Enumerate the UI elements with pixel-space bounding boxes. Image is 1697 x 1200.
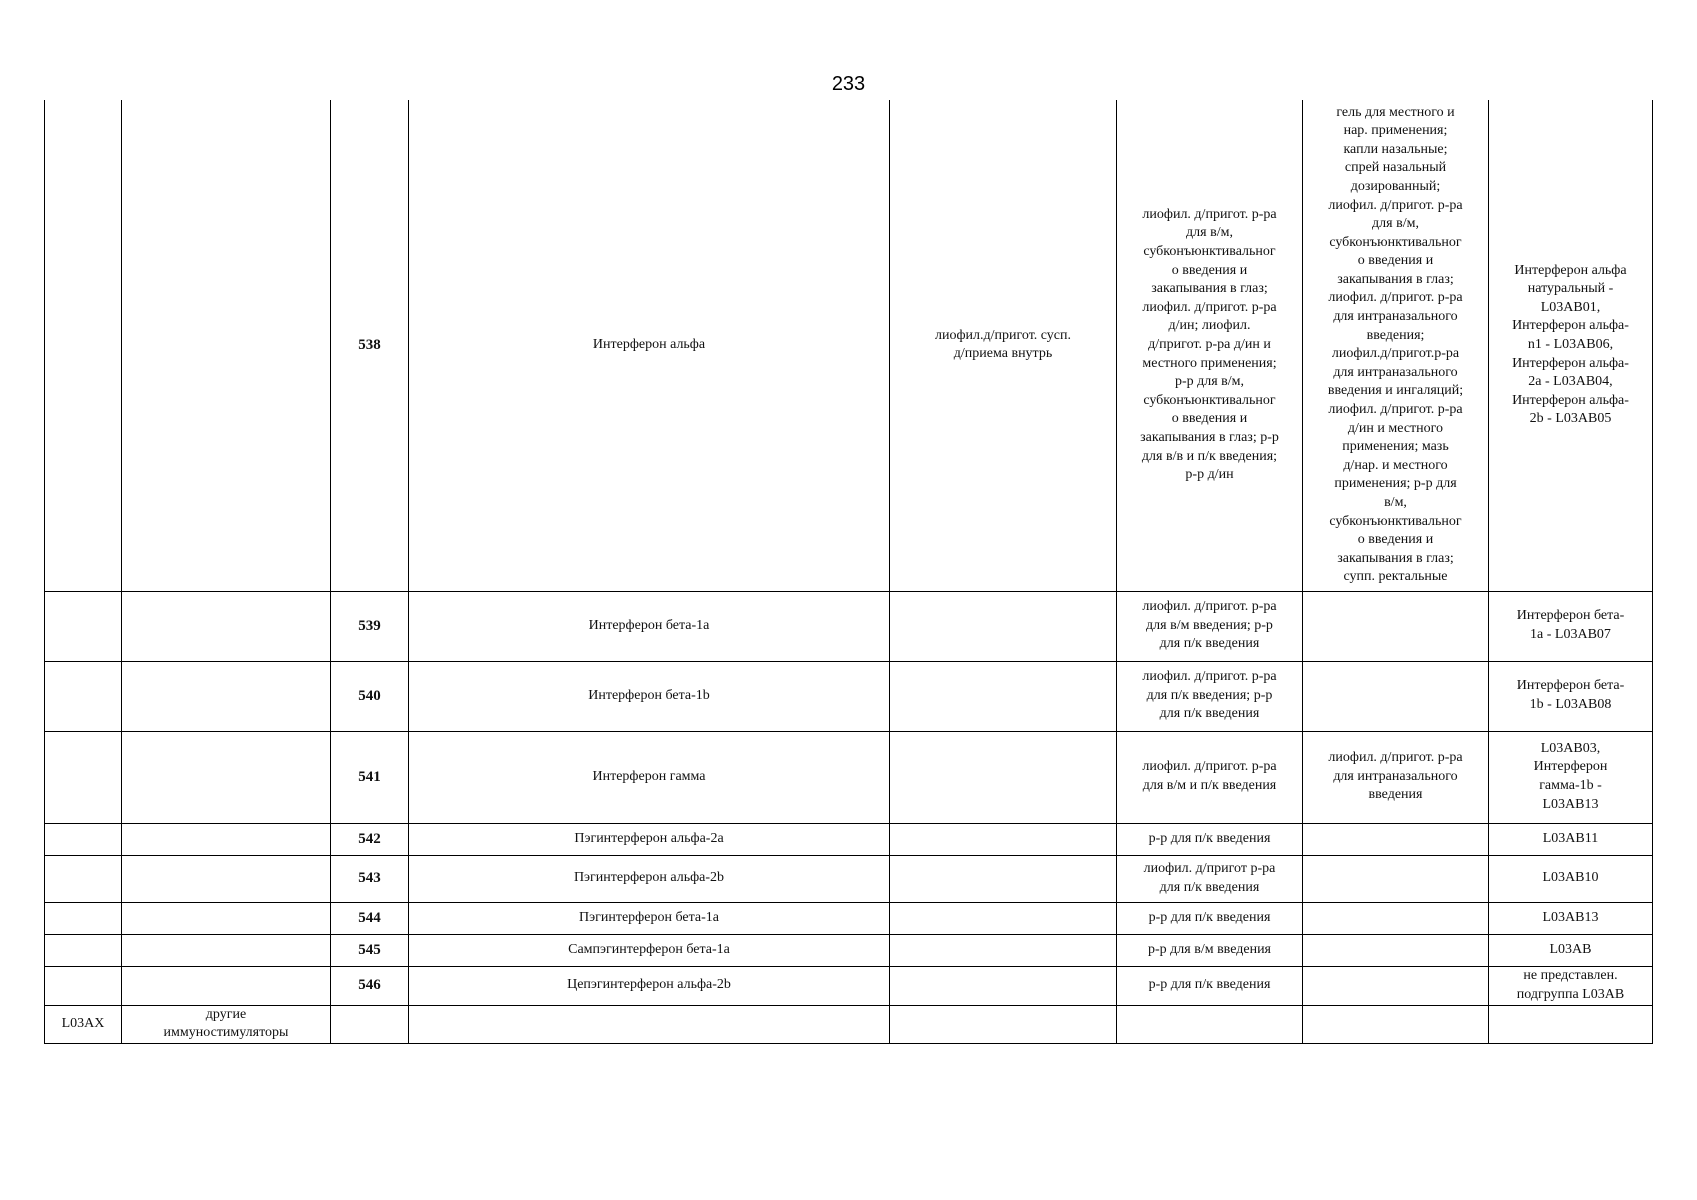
atc-code-cell [45, 966, 122, 1005]
atc-code-cell [45, 934, 122, 966]
group-cell [122, 100, 331, 591]
form-cell: гель для местного и нар. применения; капли назальные; спрей назальный дозированный; лиофил. д/пригот. р-ра для в/м, субконъюнктивальног о введения и закапывания в глаз; лиофил. д/пригот. р-ра для интраназального введения; лиофил.д/пригот.р-ра для интраназального введения и ингаляций; лиофил. д/пригот. р-ра д/ин и местного применения; мазь д/нар. и местного применения; р-р для в/м, субконъюнктивальног о введения и закапывания в глаз; супп. ректальные [1303, 100, 1489, 591]
atc-code-cell [45, 100, 122, 591]
form-cell [890, 855, 1117, 902]
drug-name-cell: Интерферон бета-1b [409, 661, 890, 731]
number-cell: 542 [331, 823, 409, 855]
atc-code-cell [45, 591, 122, 661]
form-cell [890, 823, 1117, 855]
table-row [45, 902, 1653, 934]
drug-name-cell: Пэгинтерферон альфа-2b [409, 855, 890, 902]
drug-name-cell: Сампэгинтерферон бета-1a [409, 934, 890, 966]
form-cell [890, 966, 1117, 1005]
group-cell [122, 731, 331, 823]
atc-code-cell [45, 731, 122, 823]
form-cell: лиофил.д/пригот. сусп. д/приема внутрь [890, 100, 1117, 591]
atc-code-cell: L03AX [45, 1005, 122, 1043]
number-cell: 539 [331, 591, 409, 661]
form-cell: лиофил. д/пригот. р-ра для в/м введения; р-р для п/к введения [1117, 591, 1303, 661]
form-cell [1303, 902, 1489, 934]
form-cell: р-р для п/к введения [1117, 966, 1303, 1005]
form-cell: лиофил. д/пригот. р-ра для в/м и п/к введения [1117, 731, 1303, 823]
atc-note-cell: L03AB13 [1489, 902, 1653, 934]
group-cell [122, 966, 331, 1005]
form-cell [1303, 966, 1489, 1005]
atc-code-cell [45, 902, 122, 934]
form-cell [1117, 1005, 1303, 1043]
atc-note-cell: Интерферон альфа натуральный - L03AB01, Интерферон альфа- n1 - L03AB06, Интерферон альфа- 2a - L03AB04, Интерферон альфа- 2b - L03AB05 [1489, 100, 1653, 591]
form-cell [1303, 823, 1489, 855]
group-cell [122, 934, 331, 966]
drug-name-cell: Интерферон бета-1a [409, 591, 890, 661]
atc-code-cell [45, 823, 122, 855]
number-cell: 545 [331, 934, 409, 966]
group-cell [122, 902, 331, 934]
atc-note-cell: L03AB10 [1489, 855, 1653, 902]
table-row [45, 823, 1653, 855]
form-cell [1303, 661, 1489, 731]
form-cell [890, 591, 1117, 661]
atc-note-cell [1489, 1005, 1653, 1043]
table-row [45, 966, 1653, 1005]
drug-name-cell: Интерферон альфа [409, 100, 890, 591]
form-cell: лиофил. д/пригот. р-ра для в/м, субконъюнктивальног о введения и закапывания в глаз; лиофил. д/пригот. р-ра д/ин; лиофил. д/пригот. р-ра д/ин и местного применения; р-р для в/м, субконъюнктивальног о введения и закапывания в глаз; р-р для в/в и п/к введения; р-р д/ин [1117, 100, 1303, 591]
form-cell: лиофил. д/пригот. р-ра для интраназального введения [1303, 731, 1489, 823]
table-row [45, 591, 1653, 661]
table-row [45, 855, 1653, 902]
page-number: 233 [831, 73, 866, 95]
atc-note-cell: Интерферон бета- 1b - L03AB08 [1489, 661, 1653, 731]
drug-table [44, 100, 1653, 1044]
number-cell [331, 1005, 409, 1043]
form-cell: р-р для в/м введения [1117, 934, 1303, 966]
table-row [45, 100, 1653, 591]
atc-note-cell: L03AB11 [1489, 823, 1653, 855]
form-cell: р-р для п/к введения [1117, 902, 1303, 934]
table-row [45, 661, 1653, 731]
drug-name-cell: Пэгинтерферон альфа-2a [409, 823, 890, 855]
form-cell [1303, 591, 1489, 661]
number-cell: 546 [331, 966, 409, 1005]
atc-code-cell [45, 661, 122, 731]
atc-code-cell [45, 855, 122, 902]
form-cell [1303, 934, 1489, 966]
number-cell: 538 [331, 100, 409, 591]
drug-name-cell: Цепэгинтерферон альфа-2b [409, 966, 890, 1005]
group-cell: другие иммуностимуляторы [122, 1005, 331, 1043]
group-cell [122, 591, 331, 661]
form-cell [1303, 1005, 1489, 1043]
atc-note-cell: L03AB [1489, 934, 1653, 966]
table-row [45, 1005, 1653, 1043]
form-cell [1303, 855, 1489, 902]
table-row [45, 934, 1653, 966]
atc-note-cell: L03AB03, Интерферон гамма-1b - L03AB13 [1489, 731, 1653, 823]
drug-name-cell [409, 1005, 890, 1043]
number-cell: 543 [331, 855, 409, 902]
form-cell: лиофил. д/пригот. р-ра для п/к введения; р-р для п/к введения [1117, 661, 1303, 731]
number-cell: 544 [331, 902, 409, 934]
drug-name-cell: Пэгинтерферон бета-1a [409, 902, 890, 934]
group-cell [122, 855, 331, 902]
drug-name-cell: Интерферон гамма [409, 731, 890, 823]
number-cell: 541 [331, 731, 409, 823]
form-cell [890, 1005, 1117, 1043]
group-cell [122, 661, 331, 731]
table-row [45, 731, 1653, 823]
atc-note-cell: не представлен. подгруппа L03AB [1489, 966, 1653, 1005]
atc-note-cell: Интерферон бета- 1a - L03AB07 [1489, 591, 1653, 661]
form-cell [890, 661, 1117, 731]
number-cell: 540 [331, 661, 409, 731]
group-cell [122, 823, 331, 855]
form-cell: р-р для п/к введения [1117, 823, 1303, 855]
form-cell [890, 731, 1117, 823]
form-cell [890, 934, 1117, 966]
form-cell [890, 902, 1117, 934]
form-cell: лиофил. д/пригот р-ра для п/к введения [1117, 855, 1303, 902]
